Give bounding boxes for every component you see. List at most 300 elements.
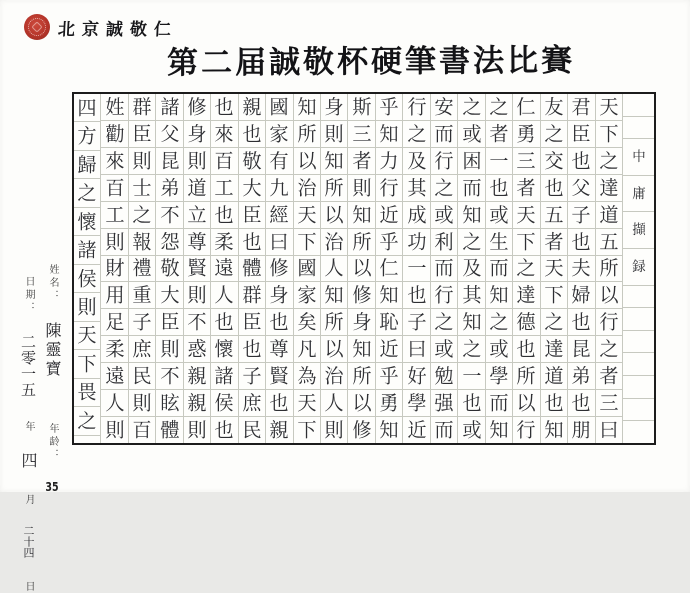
handwritten-character: 者 [352, 149, 372, 173]
handwritten-character: 民 [242, 418, 262, 442]
grid-cell [486, 228, 512, 255]
handwritten-character: 畏 [77, 380, 97, 404]
grid-cell [266, 389, 292, 416]
handwritten-character: 四 [77, 96, 97, 120]
handwritten-character: 學 [406, 391, 427, 415]
grid-cell [486, 174, 512, 201]
text-column-1 [595, 94, 622, 443]
handwritten-character: 弟 [571, 364, 591, 388]
text-column-14 [238, 94, 265, 443]
handwritten-character: 三 [516, 149, 537, 173]
handwritten-character: 五 [544, 203, 564, 227]
grid-cell [266, 201, 292, 228]
grid-cell [129, 281, 155, 308]
grid-cell [541, 389, 567, 416]
grid-cell [596, 362, 622, 389]
handwritten-character: 子 [571, 203, 591, 227]
handwritten-character: 大 [159, 283, 180, 307]
handwritten-character: 侯 [77, 267, 97, 291]
handwritten-character: 之 [461, 337, 482, 361]
grid-cell [266, 94, 292, 120]
grid-cell [458, 389, 484, 416]
handwritten-character: 親 [242, 95, 262, 119]
grid-cell [458, 201, 484, 228]
grid-cell [623, 420, 654, 443]
handwritten-character: 知 [461, 203, 482, 227]
grid-cell [129, 255, 155, 282]
grid-cell [513, 416, 539, 443]
grid-cell [431, 281, 457, 308]
grid-cell [458, 120, 484, 147]
grid-cell [431, 120, 457, 147]
text-column-12 [293, 94, 320, 443]
grid-cell [431, 94, 457, 120]
grid-cell [184, 335, 210, 362]
grid-cell [458, 335, 484, 362]
handwritten-character: 臣 [242, 203, 262, 227]
grid-cell [239, 174, 265, 201]
handwritten-character: 賢 [269, 364, 289, 388]
handwritten-character: 乎 [379, 95, 399, 119]
handwritten-character: 人 [324, 256, 344, 281]
grid-cell [348, 308, 374, 335]
year-unit: 年 [23, 421, 34, 433]
grid-cell [74, 207, 100, 235]
grid-cell [74, 406, 100, 434]
handwritten-character: 修 [269, 256, 289, 281]
handwritten-character: 所 [516, 364, 537, 388]
grid-cell [458, 255, 484, 282]
handwritten-character: 之 [434, 310, 454, 334]
handwritten-character: 者 [516, 176, 537, 200]
handwritten-character: 修 [352, 283, 372, 307]
handwritten-character: 群 [242, 283, 262, 307]
handwritten-character: 所 [324, 310, 344, 334]
grid-cell [623, 375, 654, 398]
grid-cell [568, 147, 594, 174]
grid-cell [239, 362, 265, 389]
grid-cell [403, 255, 429, 282]
grid-cell [541, 120, 567, 147]
grid-cell [74, 264, 100, 292]
handwritten-character: 國 [297, 256, 317, 281]
grid-cell [74, 349, 100, 377]
handwritten-character: 乎 [379, 364, 399, 388]
grid-cell [376, 147, 402, 174]
organizer-name: 北京誠敬仁 [57, 19, 179, 40]
handwritten-character: 勉 [434, 364, 454, 388]
grid-cell [184, 201, 210, 228]
grid-cell [266, 228, 292, 255]
handwritten-character: 之 [132, 203, 152, 227]
grid-cell [129, 120, 155, 147]
grid-cell [184, 174, 210, 201]
grid-cell [348, 120, 374, 147]
grid-cell [129, 201, 155, 228]
grid-cell [486, 389, 512, 416]
handwritten-character: 知 [379, 122, 399, 146]
grid-cell [596, 120, 622, 147]
grid-cell [239, 281, 265, 308]
handwritten-character: 人 [214, 283, 235, 307]
handwritten-character: 行 [379, 176, 399, 200]
grid-cell [568, 255, 594, 282]
name-label: 姓名： [47, 264, 58, 303]
handwritten-character: 一 [406, 256, 427, 281]
handwritten-character: 知 [489, 283, 509, 307]
grid-cell [211, 416, 237, 443]
handwritten-character: 家 [297, 283, 317, 307]
handwritten-character: 德 [516, 310, 537, 334]
grid-cell [266, 416, 292, 443]
grid-cell [101, 120, 127, 147]
handwritten-character: 知 [352, 203, 372, 227]
grid-cell [376, 416, 402, 443]
handwritten-character: 尊 [269, 337, 289, 361]
handwritten-character: 勸 [105, 122, 125, 146]
handwritten-character: 其 [461, 283, 482, 307]
grid-cell [513, 389, 539, 416]
handwritten-character: 交 [544, 149, 564, 173]
grid-cell [568, 120, 594, 147]
age-label: 年龄： [47, 423, 58, 462]
grid-cell [513, 255, 539, 282]
handwritten-character: 則 [159, 337, 180, 361]
grid-cell [321, 174, 347, 201]
grid-cell [376, 335, 402, 362]
grid-cell [156, 389, 182, 416]
handwritten-character: 弟 [159, 176, 180, 200]
text-column-15 [210, 94, 237, 443]
grid-cell [403, 228, 429, 255]
handwritten-character: 功 [406, 230, 427, 254]
handwritten-character: 重 [132, 283, 152, 307]
handwritten-character: 不 [187, 310, 207, 334]
grid-cell [184, 308, 210, 335]
handwritten-character: 則 [187, 418, 207, 442]
handwritten-character: 知 [324, 149, 344, 173]
handwritten-character: 行 [406, 95, 427, 119]
handwritten-character: 或 [461, 122, 482, 146]
grid-cell [541, 201, 567, 228]
grid-cell [101, 389, 127, 416]
handwritten-character: 天 [599, 95, 619, 119]
handwritten-character: 遠 [105, 364, 125, 388]
handwritten-character: 大 [242, 176, 262, 200]
grid-cell [266, 335, 292, 362]
grid-cell [184, 120, 210, 147]
grid-cell [541, 147, 567, 174]
handwritten-character: 親 [269, 418, 289, 442]
grid-cell [156, 147, 182, 174]
grid-cell [348, 147, 374, 174]
grid-cell [321, 335, 347, 362]
handwritten-character: 士 [132, 176, 152, 200]
handwritten-character: 道 [544, 364, 564, 388]
entry-date-line [20, 276, 36, 593]
grid-cell [156, 94, 182, 120]
grid-cell [348, 335, 374, 362]
grid-cell [376, 228, 402, 255]
handwritten-character: 之 [489, 95, 509, 119]
handwritten-character: 治 [324, 230, 344, 254]
handwritten-character: 達 [516, 283, 537, 307]
handwritten-character: 知 [544, 418, 564, 442]
handwritten-character: 而 [434, 256, 454, 281]
grid-cell [458, 174, 484, 201]
date-year: 二零一五 [19, 334, 37, 398]
handwritten-character: 之 [77, 409, 97, 433]
grid-cell [211, 335, 237, 362]
grid-cell [403, 416, 429, 443]
handwritten-character: 友 [544, 95, 564, 119]
grid-cell [184, 228, 210, 255]
handwritten-character: 或 [434, 203, 454, 227]
handwritten-character: 遠 [214, 256, 235, 281]
handwritten-character: 庶 [132, 337, 152, 361]
grid-cell [294, 281, 320, 308]
handwritten-character: 之 [406, 122, 427, 146]
grid-cell [239, 308, 265, 335]
handwritten-character: 行 [434, 283, 454, 307]
month-unit: 月 [23, 494, 34, 506]
text-column-16 [183, 94, 210, 443]
handwritten-character: 知 [352, 337, 372, 361]
grid-cell [623, 175, 654, 212]
handwritten-character: 行 [434, 149, 454, 173]
grid-cell [513, 120, 539, 147]
grid-cell [321, 389, 347, 416]
handwritten-character: 强 [434, 391, 454, 415]
handwritten-character: 以 [352, 391, 372, 415]
grid-cell [458, 281, 484, 308]
text-column-4 [512, 94, 539, 443]
grid-cell [348, 255, 374, 282]
grid-cell [294, 174, 320, 201]
grid-cell [431, 308, 457, 335]
grid-cell [596, 389, 622, 416]
handwritten-character: 則 [324, 418, 344, 442]
grid-cell [294, 147, 320, 174]
grid-cell [486, 147, 512, 174]
text-column-20 [74, 94, 100, 443]
handwritten-character: 天 [297, 203, 317, 227]
grid-cell [129, 308, 155, 335]
grid-cell [431, 416, 457, 443]
grid-cell [568, 335, 594, 362]
handwritten-character: 民 [132, 364, 152, 388]
handwritten-character: 賢 [187, 256, 207, 281]
handwritten-character: 所 [324, 176, 344, 200]
grid-cell [376, 389, 402, 416]
text-column-8 [402, 94, 429, 443]
handwritten-character: 體 [242, 256, 262, 281]
grid-cell [184, 255, 210, 282]
handwritten-character: 群 [132, 95, 152, 119]
grid-cell [541, 416, 567, 443]
grid-cell [348, 389, 374, 416]
handwritten-character: 天 [297, 391, 317, 415]
handwritten-character: 侯 [214, 391, 235, 415]
grid-cell [513, 94, 539, 120]
grid-cell [211, 389, 237, 416]
grid-cell [266, 308, 292, 335]
date-day: 二十四 [22, 525, 35, 558]
grid-cell [184, 362, 210, 389]
day-unit: 日 [23, 581, 34, 593]
text-column-6 [457, 94, 484, 443]
text-column-2 [567, 94, 594, 443]
seal-icon [24, 14, 50, 40]
grid-cell [156, 281, 182, 308]
handwritten-character: 及 [406, 149, 427, 173]
grid-cell [239, 201, 265, 228]
grid-cell [184, 281, 210, 308]
handwritten-character: 知 [379, 418, 399, 442]
handwritten-character: 力 [379, 149, 399, 173]
handwritten-character: 困 [461, 149, 482, 173]
grid-cell [596, 335, 622, 362]
grid-cell [156, 120, 182, 147]
grid-cell [403, 147, 429, 174]
handwritten-character: 身 [269, 283, 289, 307]
grid-cell [266, 255, 292, 282]
handwritten-character: 凡 [297, 337, 317, 361]
grid-cell [184, 147, 210, 174]
grid-cell [101, 94, 127, 120]
handwritten-character: 昆 [159, 149, 180, 173]
handwritten-character: 所 [599, 256, 619, 281]
grid-cell [623, 285, 654, 308]
grid-cell [211, 308, 237, 335]
handwritten-character: 之 [516, 256, 537, 281]
grid-cell [513, 362, 539, 389]
text-column-18 [128, 94, 155, 443]
handwritten-character: 不 [159, 203, 180, 227]
grid-cell [348, 416, 374, 443]
grid-cell [101, 416, 127, 443]
grid-cell [211, 255, 237, 282]
handwritten-character: 臣 [571, 122, 591, 146]
grid-cell [568, 94, 594, 120]
grid-cell [596, 174, 622, 201]
handwritten-character: 用 [105, 283, 125, 307]
grid-cell [321, 362, 347, 389]
handwritten-character: 親 [187, 391, 207, 415]
handwritten-character: 也 [571, 230, 591, 254]
text-column-17 [155, 94, 182, 443]
grid-cell [101, 308, 127, 335]
grid-cell [376, 174, 402, 201]
handwritten-character: 昆 [571, 337, 591, 361]
grid-cell [513, 147, 539, 174]
handwritten-character: 也 [544, 176, 564, 200]
handwritten-character: 者 [489, 122, 509, 146]
handwritten-character: 曰 [599, 418, 619, 442]
handwritten-character: 天 [77, 323, 97, 348]
grid-cell [403, 94, 429, 120]
handwritten-character: 不 [159, 364, 180, 388]
grid-cell [431, 255, 457, 282]
handwritten-character: 安 [434, 95, 454, 119]
grid-cell [294, 255, 320, 282]
grid-cell [101, 174, 127, 201]
grid-cell [376, 94, 402, 120]
grid-cell [403, 389, 429, 416]
grid-cell [403, 174, 429, 201]
handwritten-character: 天 [516, 203, 537, 227]
handwritten-character: 則 [187, 283, 207, 307]
handwritten-character: 五 [599, 230, 619, 254]
handwritten-character: 怨 [159, 230, 180, 254]
grid-cell [239, 416, 265, 443]
grid-cell [74, 121, 100, 149]
handwritten-character: 庸 [631, 185, 646, 202]
grid-cell [156, 362, 182, 389]
handwritten-character: 矣 [297, 310, 317, 334]
handwritten-character: 之 [544, 310, 564, 334]
grid-cell [348, 228, 374, 255]
handwritten-character: 敬 [242, 149, 262, 173]
grid-cell [321, 201, 347, 228]
handwritten-character: 也 [242, 122, 262, 146]
handwritten-character: 則 [352, 176, 372, 200]
handwritten-character: 學 [489, 364, 509, 388]
handwritten-character: 身 [187, 122, 207, 146]
handwritten-character: 百 [214, 149, 235, 173]
handwritten-character: 下 [599, 122, 619, 146]
grid-cell [74, 378, 100, 406]
grid-cell [129, 228, 155, 255]
handwritten-character: 一 [461, 364, 482, 388]
grid-cell [101, 255, 127, 282]
handwritten-character: 之 [461, 95, 482, 119]
grid-cell [431, 147, 457, 174]
handwritten-character: 者 [544, 230, 564, 254]
handwritten-character: 恥 [379, 310, 399, 334]
handwritten-character: 以 [297, 149, 317, 173]
handwritten-character: 所 [352, 230, 372, 254]
text-column-11 [320, 94, 347, 443]
grid-cell [129, 147, 155, 174]
grid-cell [623, 352, 654, 375]
grid-cell [431, 201, 457, 228]
handwritten-character: 擷 [631, 222, 646, 238]
handwritten-character: 九 [269, 176, 289, 200]
handwritten-character: 治 [297, 176, 317, 200]
grid-cell [513, 228, 539, 255]
grid-cell [156, 255, 182, 282]
handwritten-character: 以 [324, 203, 344, 227]
handwritten-character: 也 [269, 310, 289, 334]
handwritten-character: 下 [297, 418, 317, 442]
grid-cell [623, 330, 654, 353]
grid-cell [211, 147, 237, 174]
handwritten-character: 者 [599, 364, 619, 388]
handwritten-character: 三 [599, 391, 619, 415]
handwritten-character: 勇 [379, 391, 399, 415]
handwritten-character: 身 [324, 95, 344, 119]
grid-cell [403, 120, 429, 147]
grid-cell [129, 362, 155, 389]
entrant-age: 35 [45, 481, 59, 493]
grid-cell [156, 174, 182, 201]
handwritten-character: 三 [352, 122, 372, 146]
handwritten-character: 知 [297, 95, 317, 119]
handwritten-character: 懷 [214, 337, 235, 361]
grid-cell [211, 228, 237, 255]
handwritten-character: 子 [406, 310, 427, 334]
